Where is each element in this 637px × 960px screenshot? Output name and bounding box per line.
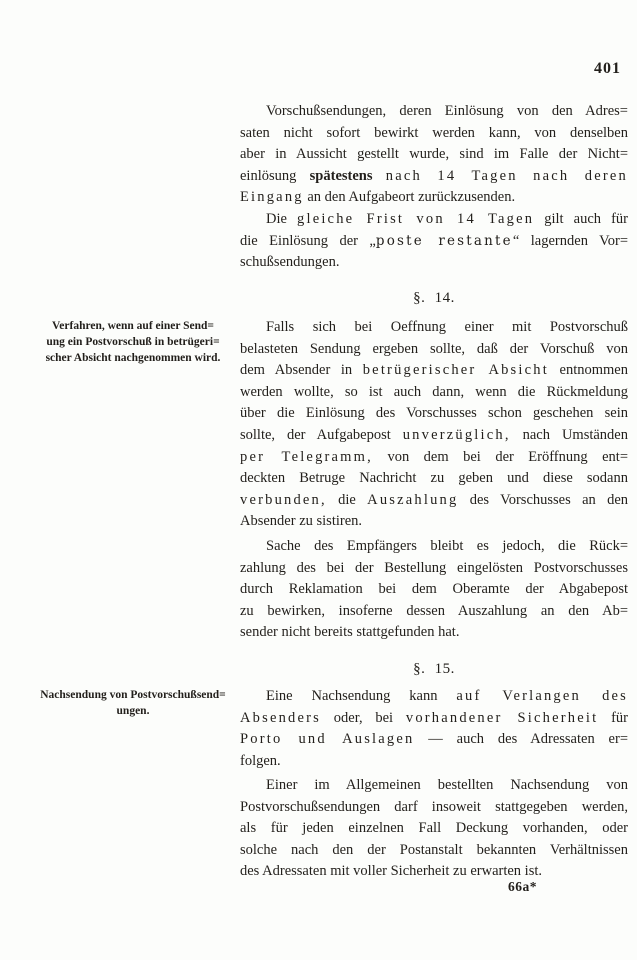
margin-note-line: Nachsendung von Postvorschußsend= <box>40 689 226 701</box>
text-line <box>240 751 628 773</box>
text-segment: einlösung <box>240 167 310 184</box>
text-segment: des Vorschusses an den <box>458 491 628 508</box>
margin-note-line: scher Absicht nachgenommen wird. <box>45 352 221 364</box>
roman-type-text: poste restante <box>375 232 513 249</box>
text-line <box>240 425 628 447</box>
text-segment: sender nicht bereits stattgefunden hat. <box>240 624 460 641</box>
section-heading: §. 14. <box>413 290 455 306</box>
text-segment: Absender zu sistiren. <box>240 513 363 530</box>
text-line <box>240 447 628 469</box>
text-segment: saten nicht sofort bewirkt werden kann, von denselben <box>240 124 628 141</box>
text-line <box>240 797 628 819</box>
text-segment: “ lagernden Vor= <box>512 232 628 249</box>
text-segment: Falls sich bei Oeffnung einer mit Postvorschuß <box>266 319 628 335</box>
paragraph <box>240 209 628 274</box>
text-segment: entnommen <box>548 362 628 379</box>
text-segment: Postvorschußsendungen darf insoweit stattgegeben werden, <box>240 798 628 815</box>
page-number: 401 <box>594 60 621 77</box>
text-line <box>240 339 628 361</box>
text-segment: nach Umständen <box>510 426 628 443</box>
text-line <box>240 490 628 512</box>
section-heading: §. 15. <box>413 661 455 677</box>
text-line <box>240 231 628 253</box>
letterspaced-text: Eingang <box>240 189 304 206</box>
text-segment: werden wollte, so ist auch dann, wenn die Rückmeldung <box>240 383 628 400</box>
letterspaced-text: vorhandener Sicherheit <box>405 709 599 726</box>
text-line <box>240 708 628 730</box>
letterspaced-text: gleiche Frist von 14 Tagen <box>297 211 535 227</box>
text-line <box>240 601 628 623</box>
text-segment: gilt auch für <box>534 211 628 227</box>
text-segment: solche nach den der Postanstalt bekannten Verhältnissen <box>240 841 628 858</box>
text-segment: Vorschußsendungen, deren Einlösung von den Adres= <box>266 103 628 119</box>
content-column <box>240 0 628 960</box>
text-segment: Einer im Allgemeinen bestellten Nachsendung von <box>266 777 628 793</box>
text-line <box>240 144 628 166</box>
text-segment: zahlung des bei der Bestellung eingelösten Postvorschusses <box>240 559 628 576</box>
text-segment: von dem bei der Eröffnung ent= <box>372 448 629 465</box>
text-segment: Die <box>266 211 298 227</box>
text-segment: schußsendungen. <box>240 254 340 271</box>
text-segment: die Einlösung der „ <box>240 232 376 249</box>
text-line <box>240 101 628 123</box>
text-segment: belasteten Sendung ergeben sollte, daß der Vorschuß von <box>240 340 628 357</box>
letterspaced-text: verbunden, <box>240 491 327 508</box>
text-line <box>240 579 628 601</box>
footer-signature-mark: 66a* <box>508 879 537 894</box>
text-line <box>240 360 628 382</box>
paragraph <box>240 317 628 533</box>
text-segment: über die Einlösung des Vorschusses schon geschehen sein <box>240 405 628 422</box>
text-segment: Eine Nachsendung kann <box>266 688 457 704</box>
letterspaced-text: nach 14 Tagen nach deren <box>385 167 629 184</box>
letterspaced-text: Absenders <box>240 709 322 726</box>
text-line <box>240 209 628 231</box>
letterspaced-text: betrügerischer Absicht <box>362 362 549 379</box>
paragraph <box>240 686 628 772</box>
text-segment <box>373 168 386 184</box>
margin-note <box>33 687 233 719</box>
text-line <box>240 729 628 751</box>
letterspaced-text: unverzüglich, <box>402 426 511 443</box>
text-line <box>240 861 628 883</box>
text-segment: zu bewirken, insoferne dessen Auszahlung an den Ab= <box>240 602 628 619</box>
text-segment: oder, bei <box>321 709 406 726</box>
text-segment: — auch des Adressaten er= <box>414 731 628 748</box>
text-line <box>240 840 628 862</box>
margin-note-line: ungen. <box>116 705 150 717</box>
text-segment: aber in Aussicht gestellt wurde, sind im Falle der Nicht= <box>240 146 628 163</box>
text-line <box>240 382 628 404</box>
text-segment: sollte, der Aufgabepost <box>240 426 403 443</box>
letterspaced-text: Porto und Auslagen <box>240 731 415 748</box>
text-line <box>240 511 628 533</box>
letterspaced-text: per Telegramm, <box>240 448 373 465</box>
text-segment: dem Absender in <box>240 362 363 379</box>
letterspaced-text: Auszahlung <box>367 491 459 508</box>
bold-text: spätestens <box>309 167 373 184</box>
text-segment: an den Aufgabeort zurückzusenden. <box>303 189 516 206</box>
margin-note <box>33 318 233 366</box>
paragraph <box>240 775 628 883</box>
text-line <box>240 187 628 209</box>
margin-note-line: ung ein Postvorschuß in betrügeri= <box>46 336 220 348</box>
text-line <box>240 818 628 840</box>
text-segment: als für jeden einzelnen Fall Deckung vorhanden, oder <box>240 820 628 837</box>
margin-note-line: Verfahren, wenn auf einer Send= <box>52 320 214 332</box>
text-line <box>240 317 628 339</box>
text-line <box>240 686 628 708</box>
text-line <box>240 252 628 274</box>
text-segment: durch Reklamation bei dem Oberamte der Abgabepost <box>240 581 628 598</box>
text-segment: die <box>326 491 368 508</box>
text-segment: für <box>598 709 628 726</box>
text-line <box>240 123 628 145</box>
text-line <box>240 536 628 558</box>
text-segment: des Adressaten mit voller Sicherheit zu erwarten ist. <box>240 863 542 880</box>
text-segment: folgen. <box>240 752 281 769</box>
text-segment: Sache des Empfängers bleibt es jedoch, die Rück= <box>266 538 628 554</box>
margin-notes <box>0 0 236 960</box>
text-line <box>240 403 628 425</box>
letterspaced-text: auf Verlangen des <box>456 688 629 704</box>
text-line <box>240 622 628 644</box>
paragraph <box>240 536 628 644</box>
text-line <box>240 166 628 188</box>
text-line <box>240 775 628 797</box>
text-line <box>240 468 628 490</box>
paragraph <box>240 101 628 209</box>
text-line <box>240 558 628 580</box>
text-segment: deckten Betruge Nachricht zu geben und diese sodann <box>240 470 628 487</box>
